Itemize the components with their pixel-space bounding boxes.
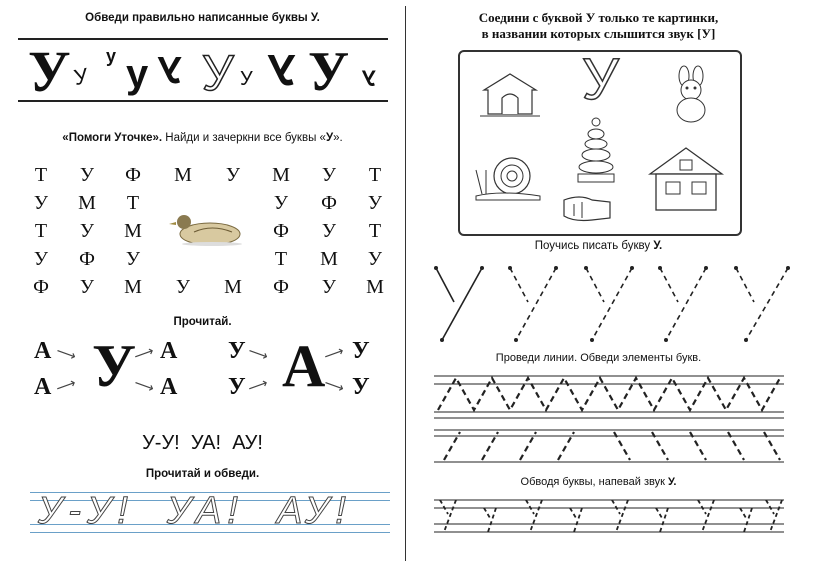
task1-title: Обведи правильно написанные буквы У. <box>85 12 320 24</box>
task3-title: Прочитай. <box>173 316 232 328</box>
grid-letter[interactable]: М <box>124 276 142 298</box>
big-letter-u: У <box>92 333 137 399</box>
letter-option[interactable]: У <box>362 66 376 91</box>
grid-letter[interactable]: Ф <box>79 248 95 270</box>
grid-letter[interactable]: У <box>321 276 337 298</box>
duck-picture <box>172 210 252 250</box>
letter-a: А <box>34 338 52 364</box>
line-tracing-exercise[interactable] <box>434 370 789 466</box>
letter-a: А <box>160 374 178 400</box>
arrow-icon: ⟶ <box>321 343 347 365</box>
grid-letter[interactable]: М <box>272 164 290 186</box>
letter-option[interactable]: у <box>126 52 149 96</box>
toy-rabbit-picture[interactable] <box>668 66 714 124</box>
right-page <box>405 6 791 561</box>
grid-letter[interactable]: У <box>367 192 383 214</box>
grid-letter[interactable]: М <box>124 220 142 242</box>
grid-letter[interactable]: Т <box>368 220 382 242</box>
write-title-text: Поучись писать букву <box>534 240 654 252</box>
task2-title-end: ». <box>333 132 343 144</box>
letter-u: У <box>228 374 246 400</box>
grid-letter[interactable]: У <box>321 164 337 186</box>
letter-writing-practice[interactable] <box>406 258 791 348</box>
grid-letter[interactable]: Ф <box>321 192 337 214</box>
grid-letter[interactable]: М <box>320 248 338 270</box>
left-page <box>10 6 395 561</box>
grid-letter[interactable]: М <box>224 276 242 298</box>
grid-letter[interactable]: У <box>175 276 191 298</box>
grid-letter[interactable]: Ф <box>125 164 141 186</box>
letter-u: У <box>352 374 370 400</box>
grid-letter[interactable]: У <box>33 248 49 270</box>
letter-option[interactable]: У <box>158 50 182 92</box>
write-title-letter: У. <box>653 240 663 252</box>
grid-letter[interactable]: Ф <box>273 220 289 242</box>
letter-u: У <box>228 338 246 364</box>
arrow-icon: ⟶ <box>131 375 157 397</box>
sing-title <box>406 476 791 488</box>
sing-title-letter: У. <box>667 476 677 488</box>
grid-letter[interactable]: Т <box>34 164 48 186</box>
house-picture[interactable] <box>646 146 726 212</box>
letter-a: А <box>160 338 178 364</box>
grid-letter[interactable]: Т <box>34 220 48 242</box>
letter-option[interactable]: У <box>268 46 296 95</box>
arrow-icon: ⟶ <box>53 343 79 365</box>
task2-title-bold: «Помоги Уточке». <box>62 132 163 144</box>
letter-option[interactable]: у <box>106 46 117 66</box>
task2-title-rest: Найди и зачеркни все буквы « <box>162 132 326 144</box>
grid-letter[interactable]: М <box>78 192 96 214</box>
letter-option[interactable]: У <box>308 41 350 103</box>
grid-letter[interactable]: Т <box>368 164 382 186</box>
write-title <box>406 240 791 252</box>
grid-letter[interactable]: Т <box>126 192 140 214</box>
arrow-icon: ⟶ <box>131 343 157 365</box>
doghouse-picture[interactable] <box>480 72 540 118</box>
big-letter-a: А <box>282 333 326 399</box>
letter-option[interactable]: У <box>71 62 90 91</box>
lines-title: Проведи линии. Обведи элементы букв. <box>495 352 702 364</box>
grid-letter[interactable]: У <box>225 164 241 186</box>
task1-line1: Соедини с буквой У только те картинки, <box>478 10 719 25</box>
center-letter: У <box>582 47 619 112</box>
grid-letter[interactable]: М <box>174 164 192 186</box>
grid-letter[interactable]: У <box>125 248 141 270</box>
snail-picture[interactable] <box>470 150 550 206</box>
grid-letter[interactable]: М <box>366 276 384 298</box>
letter-a: А <box>34 374 52 400</box>
arrow-icon: ⟶ <box>321 375 347 397</box>
task1-line2: в названии которых слышится звук [У] <box>481 26 716 41</box>
sing-title-text: Обводя буквы, напевай звук <box>520 476 668 488</box>
grid-letter[interactable]: У <box>79 276 95 298</box>
letter-tracing-row[interactable] <box>434 496 789 540</box>
syllables-text: У-У! УА! АУ! <box>142 432 263 454</box>
grid-letter[interactable]: Т <box>274 248 288 270</box>
task4-title: Прочитай и обведи. <box>145 468 260 480</box>
grid-letter[interactable]: Ф <box>273 276 289 298</box>
grid-letter[interactable]: У <box>321 220 337 242</box>
grid-letter[interactable]: У <box>79 164 95 186</box>
letter-option[interactable]: У <box>202 45 234 101</box>
task2-title-letter: У <box>325 132 334 144</box>
trace-text[interactable]: У-У! УА! АУ! <box>38 490 352 532</box>
grid-letter[interactable]: У <box>79 220 95 242</box>
task2-title <box>10 132 395 144</box>
letter-option[interactable]: У <box>240 68 253 90</box>
grid-letter[interactable]: Ф <box>33 276 49 298</box>
letter-option[interactable]: У <box>28 39 71 104</box>
arrow-icon: ⟶ <box>53 375 79 397</box>
arrow-icon: ⟶ <box>245 343 271 365</box>
grid-letter[interactable]: У <box>367 248 383 270</box>
grid-letter[interactable]: У <box>273 192 289 214</box>
letter-u: У <box>352 338 370 364</box>
arrow-icon: ⟶ <box>245 375 271 397</box>
grid-letter[interactable]: У <box>33 192 49 214</box>
hand-picture[interactable] <box>560 192 614 226</box>
pyramid-picture[interactable] <box>576 116 616 188</box>
